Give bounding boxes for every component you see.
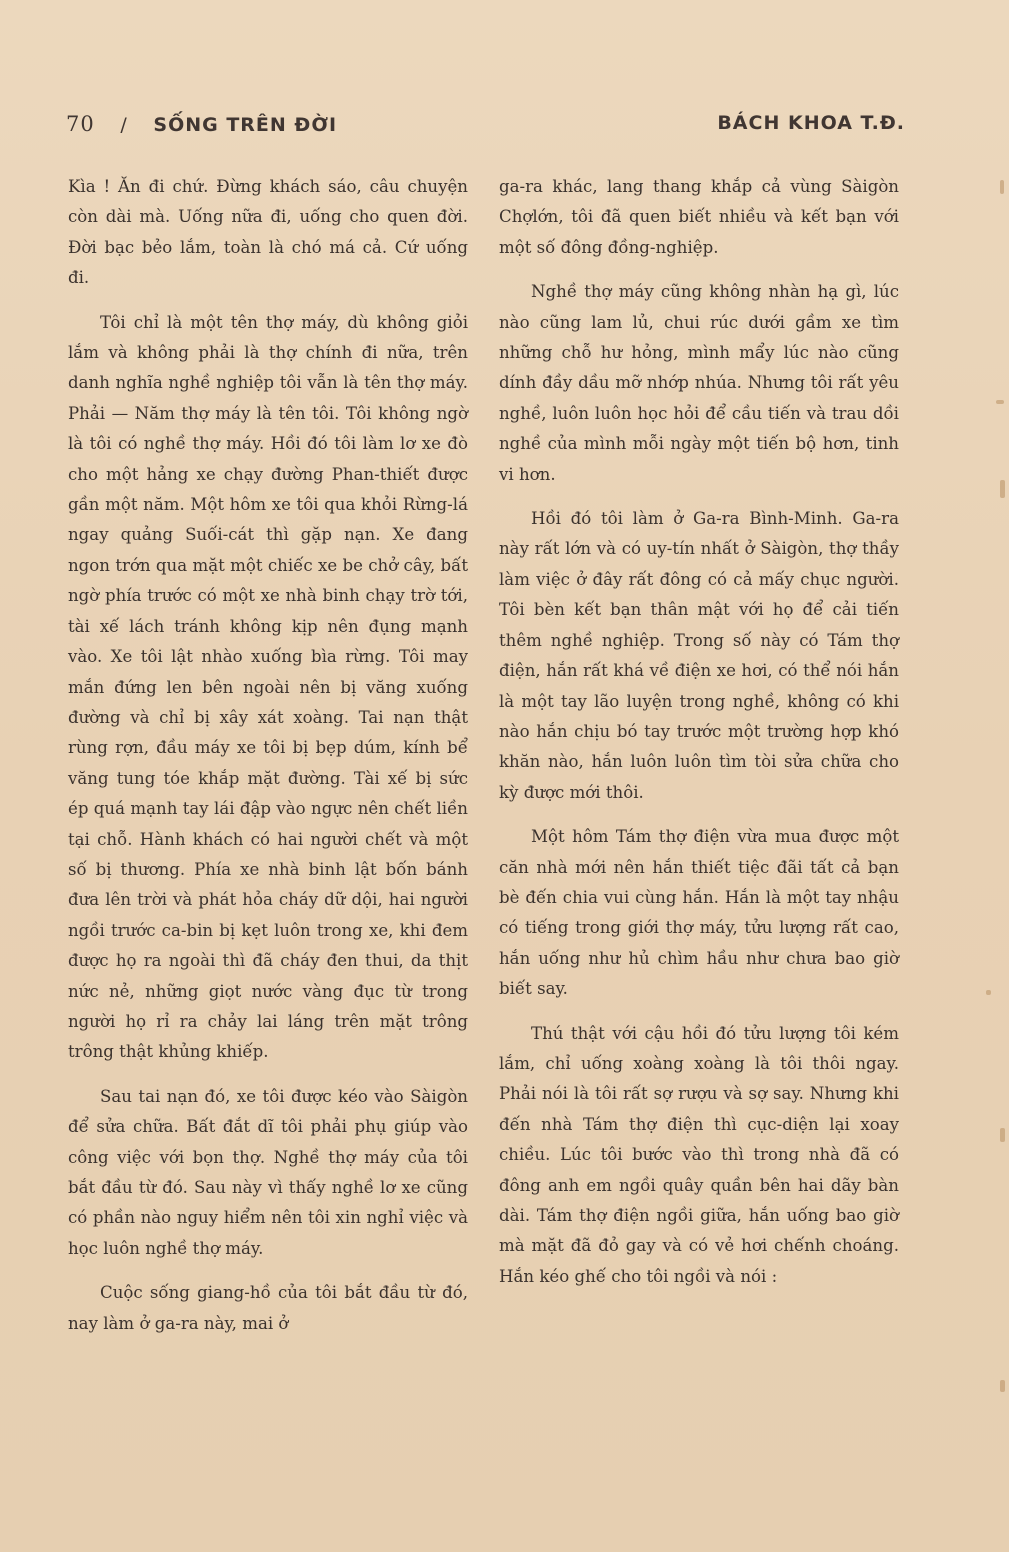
paragraph: Hồi đó tôi làm ở Ga-ra Bình-Minh. Ga-ra này rất lớn và có uy-tín nhất ở Sàigòn, thợ thầy làm việc ở đây rất đông có cả mấy chục người. Tôi bèn kết bạn thân mật với họ để cải tiến thêm nghề nghiệp. Trong số này có Tám thợ điện, hắn rất khá về điện xe hơi, có thể nói hắn là một tay lão luyện trong nghề, không có khi nào hắn chịu bó tay trước một trường hợp khó khăn nào, hắn luôn luôn tìm tòi sửa chữa cho kỳ được mới thôi. [499,509,899,802]
paragraph: ga-ra khác, lang thang khắp cả vùng Sàigòn Chợlớn, tôi đã quen biết nhiều và kết bạn với một số đông đồng-nghiệp. [499,177,899,257]
paragraph: Tôi chỉ là một tên thợ máy, dù không giỏi lắm và không phải là thợ chính đi nữa, trên danh nghĩa nghề nghiệp tôi vẫn là tên thợ máy. Phải — Năm thợ máy là tên tôi. Tôi không ngờ là tôi có nghề thợ máy. Hồi đó tôi làm lơ xe đò cho một hảng xe chạy đường Phan-thiết được gần một năm. Một hôm xe tôi qua khỏi Rừng-lá ngay quảng Suối-cát thì gặp nạn. Xe đang ngon trớn qua mặt một chiếc xe be chở cây, bất ngờ phía trước có một xe nhà binh chạy trờ tới, tài xế lách tránh không kịp nên đụng mạnh vào. Xe tôi lật nhào xuống bìa rừng. Tôi may mắn đứng len bên ngoài nên bị văng xuống đường và chỉ bị xây xát xoàng. Tai nạn thật rùng rợn, đầu máy xe tôi bị bẹp dúm, kính bể văng tung tóe khắp mặt đường. Tài xế bị sức ép quá mạnh tay lái đập vào ngực nên chết liền tại chỗ. Hành khách có hai người chết và một số bị thương. Phía xe nhà binh lật bốn bánh đưa lên trời và phát hỏa cháy dữ dội, hai người ngồi trước ca-bin bị kẹt luôn trong xe, khi đem được họ ra ngoài thì đã cháy đen thui, da thịt nức nẻ, những giọt nước vàng đục từ trong người họ rỉ ra chảy lai láng trên mặt trông trông thật khủng khiếp. [68,312,468,1062]
paragraph: Thú thật với cậu hồi đó tửu lượng tôi kém lắm, chỉ uống xoàng xoàng là tôi thôi ngay. Phải nói là tôi rất sợ rượu và sợ say. Nhưng khi đến nhà Tám thợ điện thì cục-diện lại xoay chiều. Lúc tôi bước vào thì trong nhà đã có đông anh em ngồi quây quần bên hai dãy bàn dài. Tám thợ điện ngồi giữa, hắn uống bao giờ mà mặt đã đỏ gay và có vẻ hơi chếnh choáng. Hắn kéo ghế cho tôi ngồi và nói : [499,1023,899,1286]
paper-blemish [996,400,1004,404]
paragraph: Kìa ! Ăn đi chứ. Đừng khách sáo, câu chuyện còn dài mà. Uống nữa đi, uống cho quen đời. Đời bạc bẻo lắm, toàn là chó má cả. Cứ uống đi. [68,177,468,288]
paper-blemish [1000,1128,1005,1142]
section-title: SỐNG TRÊN ĐỜI [153,114,338,136]
paragraph: Sau tai nạn đó, xe tôi được kéo vào Sàigòn để sửa chữa. Bất đắt dĩ tôi phải phụ giúp vào công việc với bọn thợ. Nghề thợ máy của tôi bắt đầu từ đó. Sau này vì thấy nghề lơ xe cũng có phần nào nguy hiểm nên tôi xin nghỉ việc và học luôn nghề thợ máy. [68,1086,468,1258]
text-column-right [499,172,899,1306]
paragraph: Cuộc sống giang-hồ của tôi bắt đầu từ đó, nay làm ở ga-ra này, mai ở [68,1283,468,1333]
page-number: 70 [66,112,95,136]
paper-blemish [1000,480,1005,498]
paper-blemish [986,990,991,995]
publication-title: BÁCH KHOA T.Đ. [717,112,905,134]
paper-blemish [1000,180,1004,194]
paragraph: Một hôm Tám thợ điện vừa mua được một căn nhà mới nên hắn thiết tiệc đãi tất cả bạn bè đến chia vui cùng hắn. Hắn là một tay nhậu có tiếng trong giới thợ máy, tửu lượng rất cao, hắn uống như hủ chìm hầu như chưa bao giờ biết say. [499,827,899,999]
header-left [66,112,355,136]
paper-blemish [1000,1380,1005,1392]
paragraph: Nghề thợ máy cũng không nhàn hạ gì, lúc nào cũng lam lủ, chui rúc dưới gầm xe tìm những chỗ hư hỏng, mình mẩy lúc nào cũng dính đầy dầu mỡ nhớp nhúa. Nhưng tôi rất yêu nghề, luôn luôn học hỏi để cầu tiến và trau dồi nghề của mình mỗi ngày một tiến bộ hơn, tinh vi hơn. [499,282,899,484]
header-separator: / [120,114,128,136]
running-header [66,112,905,144]
text-column-left [68,172,468,1353]
